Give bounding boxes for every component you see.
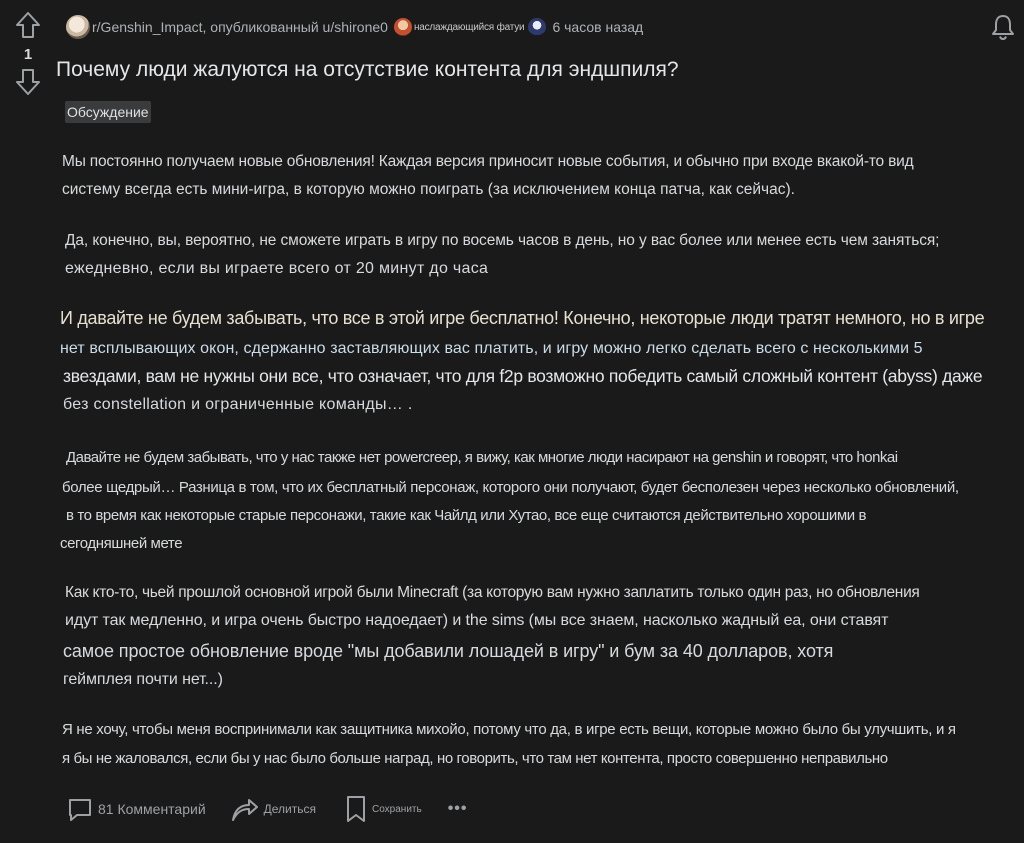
body-line: Как кто-то, чьей прошлой основной игрой были Minecraft (за которую вам нужно заплатить только один раз, но обновления <box>65 584 920 601</box>
arrow-down-icon <box>14 67 42 97</box>
body-line: без constellation и ограниченные команды… . <box>63 396 413 413</box>
share-button[interactable] <box>230 794 316 824</box>
flair-emoji-2 <box>528 18 546 36</box>
body-line: Давайте не будем забывать, что у нас также нет powercreep, я вижу, как многие люди насирают на genshin и говорят, что honkai <box>66 449 898 466</box>
comment-icon <box>66 795 94 823</box>
body-line: геймплея почти нет...) <box>63 671 223 688</box>
body-line: идут так медленно, и игра очень быстро надоедает) и the sims (мы все знаем, насколько жадный ea, они ставят <box>65 612 889 629</box>
comments-button[interactable] <box>66 795 206 823</box>
subreddit-link[interactable]: r/Genshin_Impact <box>92 19 203 35</box>
body-line: И давайте не будем забывать, что все в этой игре бесплатно! Конечно, некоторые люди тратят немного, но в игре <box>60 308 985 328</box>
post-title[interactable]: Почему люди жалуются на отсутствие контента для эндшпиля? <box>56 58 679 81</box>
more-options-button[interactable] <box>448 800 468 818</box>
subreddit-avatar[interactable] <box>66 15 90 39</box>
bell-icon <box>988 12 1018 42</box>
post-meta <box>66 14 643 40</box>
body-line: самое простое обновление вроде "мы добавили лошадей в игру" и бум за 40 долларов, хотя <box>63 641 834 661</box>
body-line: более щедрый… Разница в том, что их бесплатный персонаж, которого они получают, будет бесполезен через несколько обновлений, <box>62 479 959 496</box>
body-line: Да, конечно, вы, вероятно, не сможете играть в игру по восемь часов в день, но у вас более или менее есть чем заняться; <box>65 232 940 249</box>
comments-label: 81 Комментарий <box>98 801 206 817</box>
post-flair-tag[interactable]: Обсуждение <box>65 101 151 123</box>
arrow-up-icon <box>14 10 42 40</box>
bookmark-icon <box>344 794 368 824</box>
vote-column <box>10 10 46 97</box>
save-label: Сохранить <box>372 803 422 815</box>
body-line: ежедневно, если вы играете всего от 20 минут до часа <box>65 260 489 277</box>
upvote-button[interactable] <box>14 10 42 40</box>
posted-by: , опубликованный u/shirone0 <box>202 19 388 35</box>
share-icon <box>230 794 260 824</box>
notification-button[interactable] <box>988 12 1018 47</box>
share-label: Делиться <box>263 802 316 816</box>
body-line: звездами, вам не нужны они все, что означает, что для f2p возможно победить самый сложный контент (abyss) даже <box>63 366 983 386</box>
body-line: в то время как некоторые старые персонажи, такие как Чайлд или Хутао, все еще считаются действительно хорошими в <box>66 507 867 524</box>
post-time: 6 часов назад <box>552 19 644 35</box>
save-button[interactable] <box>344 794 422 824</box>
body-line: систему всегда есть мини-игра, в которую можно поиграть (за исключением конца патча, как сейчас). <box>62 181 795 198</box>
body-line: Мы постоянно получаем новые обновления! Каждая версия приносит новые события, и обычно при входе вкакой-то вид <box>62 153 914 170</box>
post-actions <box>66 792 468 826</box>
user-flair: наслаждающийся фатуи <box>413 21 525 33</box>
body-line: я бы не жаловался, если бы у нас было больше наград, но говорить, что там нет контента, просто совершенно неправильно <box>62 750 888 767</box>
body-line: сегодняшней мете <box>60 535 183 552</box>
downvote-button[interactable] <box>14 67 42 97</box>
body-line: Я не хочу, чтобы меня воспринимали как защитника михойо, потому что да, в игре есть вещи, которые можно было бы улучшить, и я <box>62 721 956 738</box>
more-icon: ••• <box>447 800 468 817</box>
vote-count: 1 <box>23 46 33 63</box>
flair-emoji-1 <box>394 18 412 36</box>
body-line: нет всплывающих окон, сдержанно заставляющих вас платить, и игру можно легко сделать всего с несколькими 5 <box>60 340 923 357</box>
